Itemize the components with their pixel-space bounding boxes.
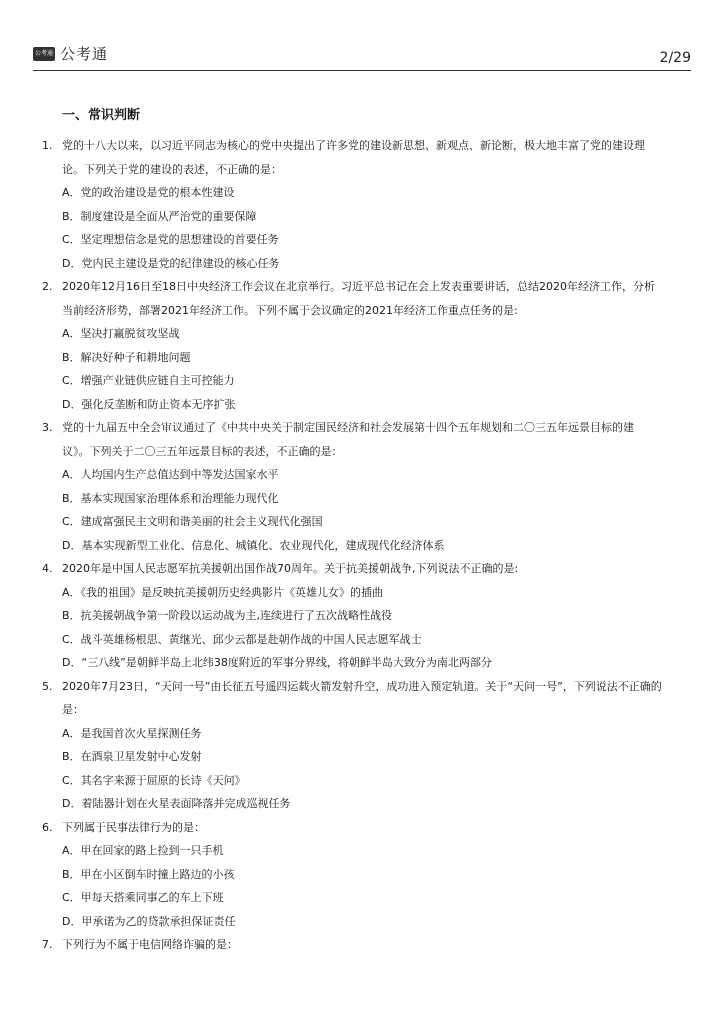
- answer-option: C．增强产业链供应链自主可控能力: [62, 374, 235, 387]
- question-text: 党的十八大以来，以习近平同志为核心的党中央提出了许多党的建设新思想、新观点、新论断，极大地丰富了党的建设理: [62, 139, 645, 152]
- question-text: 当前经济形势，部署2021年经济工作。下列不属于会议确定的2021年经济工作重点任务的是:: [62, 303, 518, 317]
- question-number: 7.: [42, 938, 53, 951]
- answer-option: B．解决好种子和耕地问题: [62, 350, 191, 364]
- answer-option: C．建成富强民主文明和谐美丽的社会主义现代化强国: [62, 515, 323, 528]
- answer-option: C．战斗英雄杨根思、黄继光、邱少云都是赴朝作战的中国人民志愿军战士: [62, 632, 422, 646]
- question-text: 2020年7月23日，“天问一号”由长征五号遥四运载火箭发射升空，成功进入预定轨道。关于“天问一号”，下列说法不正确的: [62, 679, 662, 693]
- answer-option: D．党内民主建设是党的纪律建设的核心任务: [62, 256, 280, 270]
- answer-option: D．“三八线”是朝鲜半岛上北纬38度附近的军事分界线，将朝鲜半岛大致分为南北两部分: [62, 656, 492, 669]
- question-number: 1.: [42, 139, 53, 152]
- question-number: 2.: [42, 280, 53, 293]
- answer-option: A．人均国内生产总值达到中等发达国家水平: [62, 468, 279, 481]
- answer-option: B．抗美援朝战争第一阶段以运动战为主,连续进行了五次战略性战役: [62, 609, 393, 622]
- answer-option: D．基本实现新型工业化、信息化、城镇化、农业现代化，建成现代化经济体系: [62, 538, 445, 552]
- question-number: 3.: [42, 421, 53, 434]
- answer-option: A．党的政治建设是党的根本性建设: [62, 186, 235, 199]
- question-number: 4.: [42, 562, 53, 575]
- question-text: 是：: [62, 703, 84, 716]
- brand-logo-icon: 公考通: [33, 47, 55, 61]
- answer-option: B．在酒泉卫星发射中心发射: [62, 750, 202, 763]
- answer-option: D．强化反垄断和防止资本无序扩张: [62, 397, 236, 411]
- question-text: 党的十九届五中全会审议通过了《中共中央关于制定国民经济和社会发展第十四个五年规划和二〇三五年远景目标的建: [62, 421, 634, 434]
- question-number: 5.: [42, 679, 53, 693]
- answer-option: C．甲每天搭乘同事乙的车上下班: [62, 891, 224, 904]
- answer-option: B．制度建设是全面从严治党的重要保障: [62, 209, 257, 223]
- question-text: 议》。下列关于二〇三五年远景目标的表述，不正确的是：: [62, 444, 343, 458]
- answer-option: B．甲在小区倒车时撞上路边的小孩: [62, 867, 235, 881]
- question-number: 6.: [42, 820, 53, 834]
- answer-option: A．是我国首次火星探测任务: [62, 726, 202, 740]
- section-title: 一、常识判断: [62, 108, 141, 123]
- answer-option: D．着陆器计划在火星表面降落并完成巡视任务: [62, 797, 291, 810]
- answer-option: D．甲承诺为乙的贷款承担保证责任: [62, 914, 236, 928]
- answer-option: C．坚定理想信念是党的思想建设的首要任务: [62, 233, 279, 246]
- question-text: 下列属于民事法律行为的是：: [62, 820, 205, 834]
- answer-option: B．基本实现国家治理体系和治理能力现代化: [62, 491, 279, 505]
- question-text: 下列行为不属于电信网络诈骗的是：: [62, 938, 238, 951]
- answer-option: A．《我的祖国》是反映抗美援朝历史经典影片《英雄儿女》的插曲: [62, 585, 384, 599]
- answer-option: A．坚决打赢脱贫攻坚战: [62, 327, 180, 340]
- question-text: 论。下列关于党的建设的表述，不正确的是：: [62, 162, 282, 176]
- question-text: 2020年12月16日至18日中央经济工作会议在北京举行。习近平总书记在会上发表重要讲话，总结2020年经济工作，分析: [62, 280, 655, 293]
- question-text: 2020年是中国人民志愿军抗美援朝出国作战70周年。关于抗美援朝战争,下列说法不正确的是:: [62, 562, 519, 575]
- page-number: 2/29: [659, 50, 691, 66]
- brand-name: 公考通: [60, 45, 109, 63]
- answer-option: C．其名字来源于屈原的长诗《天问》: [62, 773, 246, 787]
- answer-option: A．甲在回家的路上捡到一只手机: [62, 844, 224, 857]
